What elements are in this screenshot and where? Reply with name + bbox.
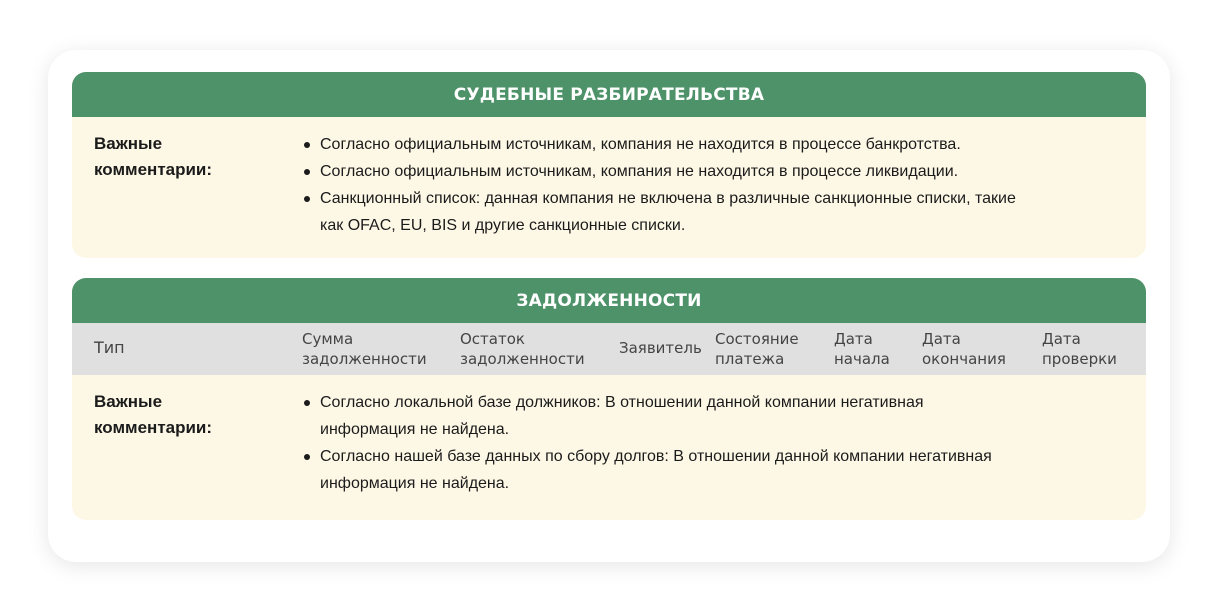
column-header-check-date: Дата проверки (1042, 330, 1117, 368)
list-item: Согласно локальной базе должников: В отношении данной компании негативная информация не найдена. (302, 389, 1022, 443)
column-header-payment-status: Состояние платежа (715, 330, 799, 368)
debts-table-header (72, 323, 1146, 375)
list-item: Согласно официальным источникам, компания не находится в процессе банкротства. (302, 131, 1022, 158)
litigation-comment-list (302, 131, 1022, 239)
column-header-balance: Остаток задолженности (460, 330, 585, 368)
list-item: Согласно нашей базе данных по сбору долгов: В отношении данной компании негативная информация не найдена. (302, 443, 1022, 497)
column-header-type: Тип (94, 338, 125, 357)
list-item: Санкционный список: данная компания не включена в различные санкционные списки, такие как OFAC, EU, BIS и другие санкционные списки. (302, 185, 1022, 239)
litigation-header: СУДЕБНЫЕ РАЗБИРАТЕЛЬСТВА (72, 72, 1146, 117)
column-header-start-date: Дата начала (834, 330, 890, 368)
debts-section (72, 278, 1146, 520)
comments-label: Важные комментарии: (94, 134, 213, 179)
debts-header: ЗАДОЛЖЕННОСТИ (72, 278, 1146, 323)
column-header-applicant: Заявитель (619, 339, 702, 357)
litigation-section (72, 72, 1146, 258)
comments-label: Важные комментарии: (94, 392, 213, 437)
column-header-end-date: Дата окончания (922, 330, 1006, 368)
column-header-amount: Сумма задолженности (302, 330, 427, 368)
list-item: Согласно официальным источникам, компания не находится в процессе ликвидации. (302, 158, 1022, 185)
debts-comment-list (302, 389, 1022, 497)
